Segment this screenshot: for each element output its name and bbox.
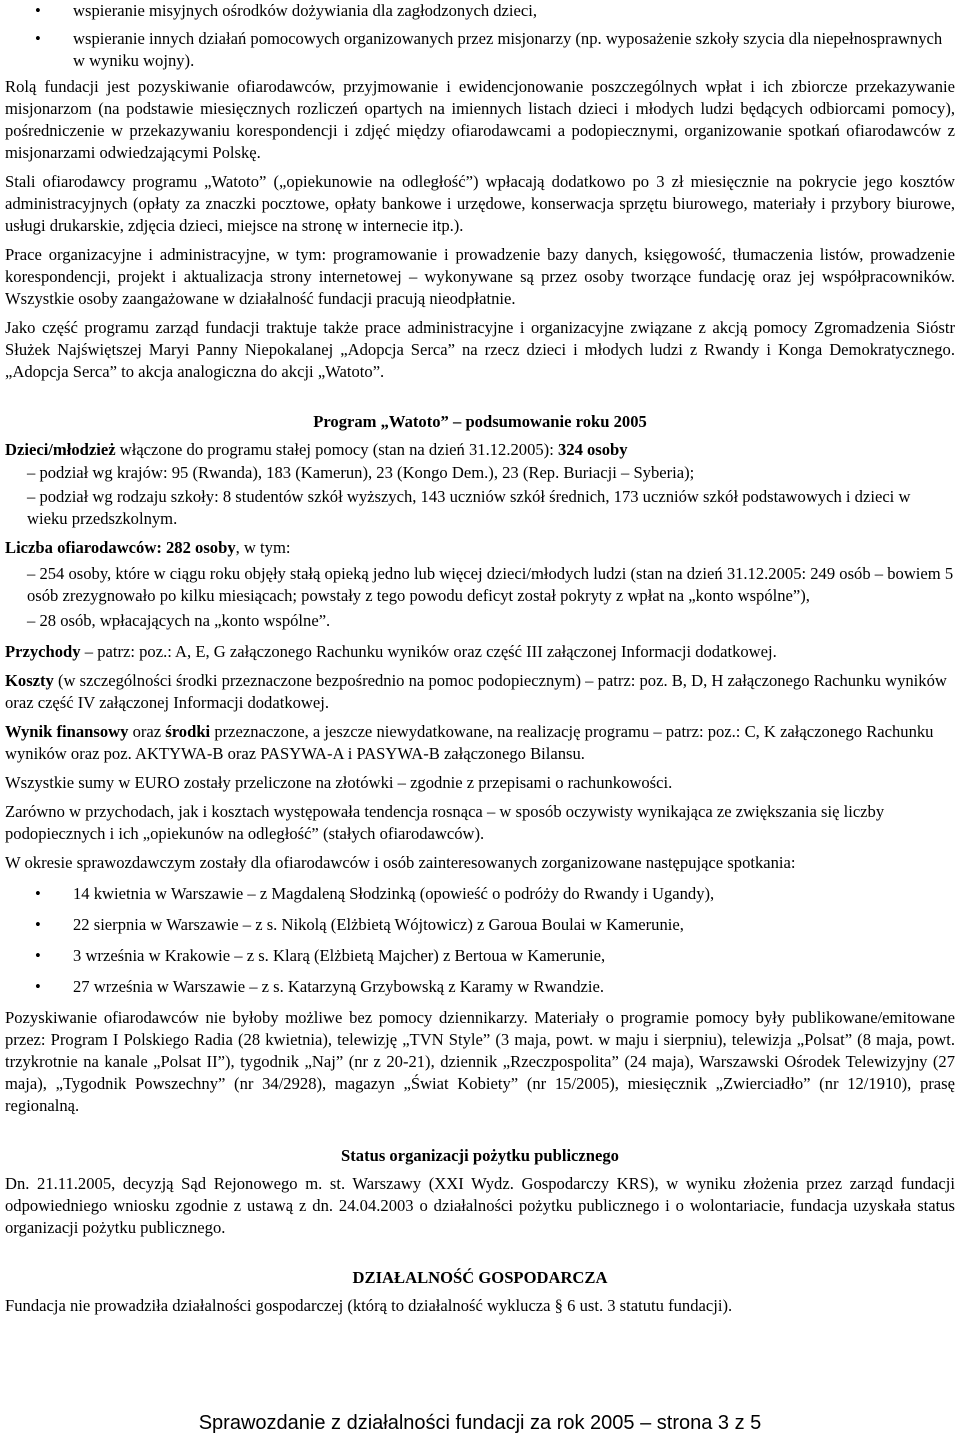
bullet-icon: • [35, 884, 41, 903]
donor-breakdown-1: – 254 osoby, które w ciągu roku objęły stałą opieką jedno lub więcej dzieci/młodych ludzi (stan na dzień 31.12.2005: 249 osób – bowiem 5 osób zrezygnowało po kilku miesiącach; powstały z tego powodu deficyt został pokryty z wpłat na „konto wspólne”), [27, 564, 954, 605]
list-item: • wspieranie innych działań pomocowych organizowanych przez misjonarzy (np. wyposażenie szkoły szycia dla niepełnosprawnych w wyniku wojny). [35, 29, 943, 70]
children-summary: Dzieci/młodzież włączone do programu stałej pomocy (stan na dzień 31.12.2005): 324 osoby [5, 440, 628, 459]
bullet-icon: • [35, 1, 41, 20]
paragraph-admin-work: Prace organizacyjne i administracyjne, w tym: programowanie i prowadzenie bazy danych, księgowość, tłumaczenia listów, prowadzenie korespondencji, projekt i aktualizacja strony internetowej – wykonywane są przez osoby tworzące fundację oraz jej współpracowników. Wszystkie osoby zaangażowane w działalność fundacji pracują nieodpłatnie. [5, 245, 955, 308]
bullet-icon: • [35, 977, 41, 996]
meetings-list [5, 883, 955, 998]
children-by-country: – podział wg krajów: 95 (Rwanda), 183 (Kamerun), 23 (Kongo Dem.), 23 (Rep. Buriacji – Syberia); [27, 463, 695, 482]
status-text: Dn. 21.11.2005, decyzją Sąd Rejonowego m. st. Warszawy (XXI Wydz. Gospodarczy KRS), w wyniku złożenia przez zarząd fundacji odpowiedniego wniosku zgodnie z ustawą z dn. 24.04.2003 o działalności pożytku publicznego i o wolontariacie, fundacja uzyskała status organizacji pożytku publicznego. [5, 1174, 955, 1237]
children-by-school: – podział wg rodzaju szkoły: 8 studentów szkół wyższych, 143 uczniów szkół średnich, 173 uczniów szkół podstawowych i dzieci w wieku przedszkolnym. [27, 487, 911, 528]
list-item: • wspieranie misyjnych ośrodków dożywiania dla zagłodzonych dzieci, [35, 1, 538, 20]
document-page [5, 0, 955, 1324]
section-heading-summary: Program „Watoto” – podsumowanie roku 2005 [313, 412, 647, 431]
trend-note: Zarówno w przychodach, jak i kosztach występowała tendencja rosnąca – w sposób oczywisty wynikająca ze zwiększania się liczby podopiecznych i ich „opiekunów na odległość” (stałych ofiarodawców). [5, 802, 885, 843]
list-item: • 27 września w Warszawie – z s. Katarzyną Grzybowską z Karamy w Rwandzie. [35, 977, 604, 996]
bullet-icon: • [35, 946, 41, 965]
intro-bullet-list [5, 0, 955, 72]
paragraph-donor-fees: Stali ofiarodawcy programu „Watoto” („opiekunowie na odległość”) wpłacają dodatkowo po 3 zł miesięcznie na pokrycie jego kosztów administracyjnych (opłaty za znaczki pocztowe, opłaty bankowe i urzędowe, konserwacja sprzętu biurowego, materiały i przybory biurowe, usługi drukarskie, zdjęcia dzieci, miejsce na stronę w internecie itp.). [5, 172, 955, 235]
donor-summary: Liczba ofiarodawców: 282 osoby, w tym: [5, 538, 291, 557]
meetings-intro: W okresie sprawozdawczym zostały dla ofiarodawców i osób zainteresowanych zorganizowane następujące spotkania: [5, 853, 796, 872]
result-note: Wynik finansowy oraz środki przeznaczone, a jeszcze niewydatkowane, na realizację programu – patrz: poz.: C, K załączonego Rachunku wyników oraz poz. AKTYWA-B oraz PASYWA-A i PASYWA-B załączonego Bilansu. [5, 722, 934, 763]
list-item: • 3 września w Krakowie – z s. Klarą (Elżbietą Majcher) z Bertoua w Kamerunie, [35, 946, 606, 965]
costs-note: Koszty (w szczególności środki przeznaczone bezpośrednio na pomoc podopiecznym) – patrz: poz. B, D, H załączonego Rachunku wyników oraz część IV załączonej Informacji dodatkowej. [5, 671, 947, 712]
paragraph-adoption-program: Jako część programu zarząd fundacji traktuje także prace administracyjne i organizacyjne związane z akcją pomocy Zgromadzenia Sióstr Służek Najświętszej Maryi Panny Niepokalanej „Adopcja Serca” na rzecz dzieci i młodych ludzi z Rwandy i Konga Demokratycznego. „Adopcja Serca” to akcja analogiczna do akcji „Watoto”. [5, 318, 955, 381]
euro-note: Wszystkie sumy w EURO zostały przeliczone na złotówki – zgodnie z przepisami o rachunkowości. [5, 773, 673, 792]
income-note: Przychody – patrz: poz.: A, E, G załączonego Rachunku wyników oraz część III załączonej Informacji dodatkowej. [5, 642, 777, 661]
media-note: Pozyskiwanie ofiarodawców nie byłoby możliwe bez pomocy dziennikarzy. Materiały o programie pomocy były publikowane/emitowane przez: Program I Polskiego Radia (28 kwietnia), telewizję „TVN Style” (3 maja, powt. w maju i sierpniu), telewizja „Polsat” (8 maja, powt. trzykrotnie na kanale „Polsat II”), tygodnik „Naj” (nr z 20-21), dziennik „Rzeczpospolita” (24 maja), Warszawski Ośrodek Telewizyjny (27 maja), „Tygodnik Powszechny” (nr 34/2928), magazyn „Świat Kobiety” (nr 15/2005), miesięcznik „Zwierciadło” (nr 12/1910), prasę regionalną. [5, 1008, 955, 1115]
bullet-icon: • [35, 915, 41, 934]
list-item: • 22 sierpnia w Warszawie – z s. Nikolą (Elżbietą Wójtowicz) z Garoua Boulai w Kamerunie, [35, 915, 684, 934]
section-heading-status: Status organizacji pożytku publicznego [341, 1146, 619, 1165]
paragraph-fundraising-role: Rolą fundacji jest pozyskiwanie ofiarodawców, przyjmowanie i ewidencjonowanie poszczególnych wpłat i ich zbiorcze przekazywanie misjonarzom (na podstawie miesięcznych rozliczeń opartych na imiennych listach dzieci i młodych ludzi będących odbiorcami pomocy), pośredniczenie w przekazywaniu korespondencji i zdjęć między ofiarodawcami a podopiecznymi, organizowanie spotkań ofiarodawców z misjonarzami odwiedzającymi Polskę. [5, 77, 955, 162]
list-item: • 14 kwietnia w Warszawie – z Magdaleną Słodzinką (opowieść o podróży do Rwandy i Ugandy), [35, 884, 715, 903]
page-footer: Sprawozdanie z działalności fundacji za rok 2005 – strona 3 z 5 [198, 1412, 762, 1434]
business-text: Fundacja nie prowadziła działalności gospodarczej (którą to działalność wyklucza § 6 ust. 3 statutu fundacji). [5, 1296, 733, 1315]
section-heading-business: DZIAŁALNOŚĆ GOSPODARCZA [352, 1268, 608, 1287]
bullet-icon: • [35, 29, 41, 48]
donor-breakdown-2: – 28 osób, wpłacających na „konto wspólne”. [27, 611, 331, 630]
